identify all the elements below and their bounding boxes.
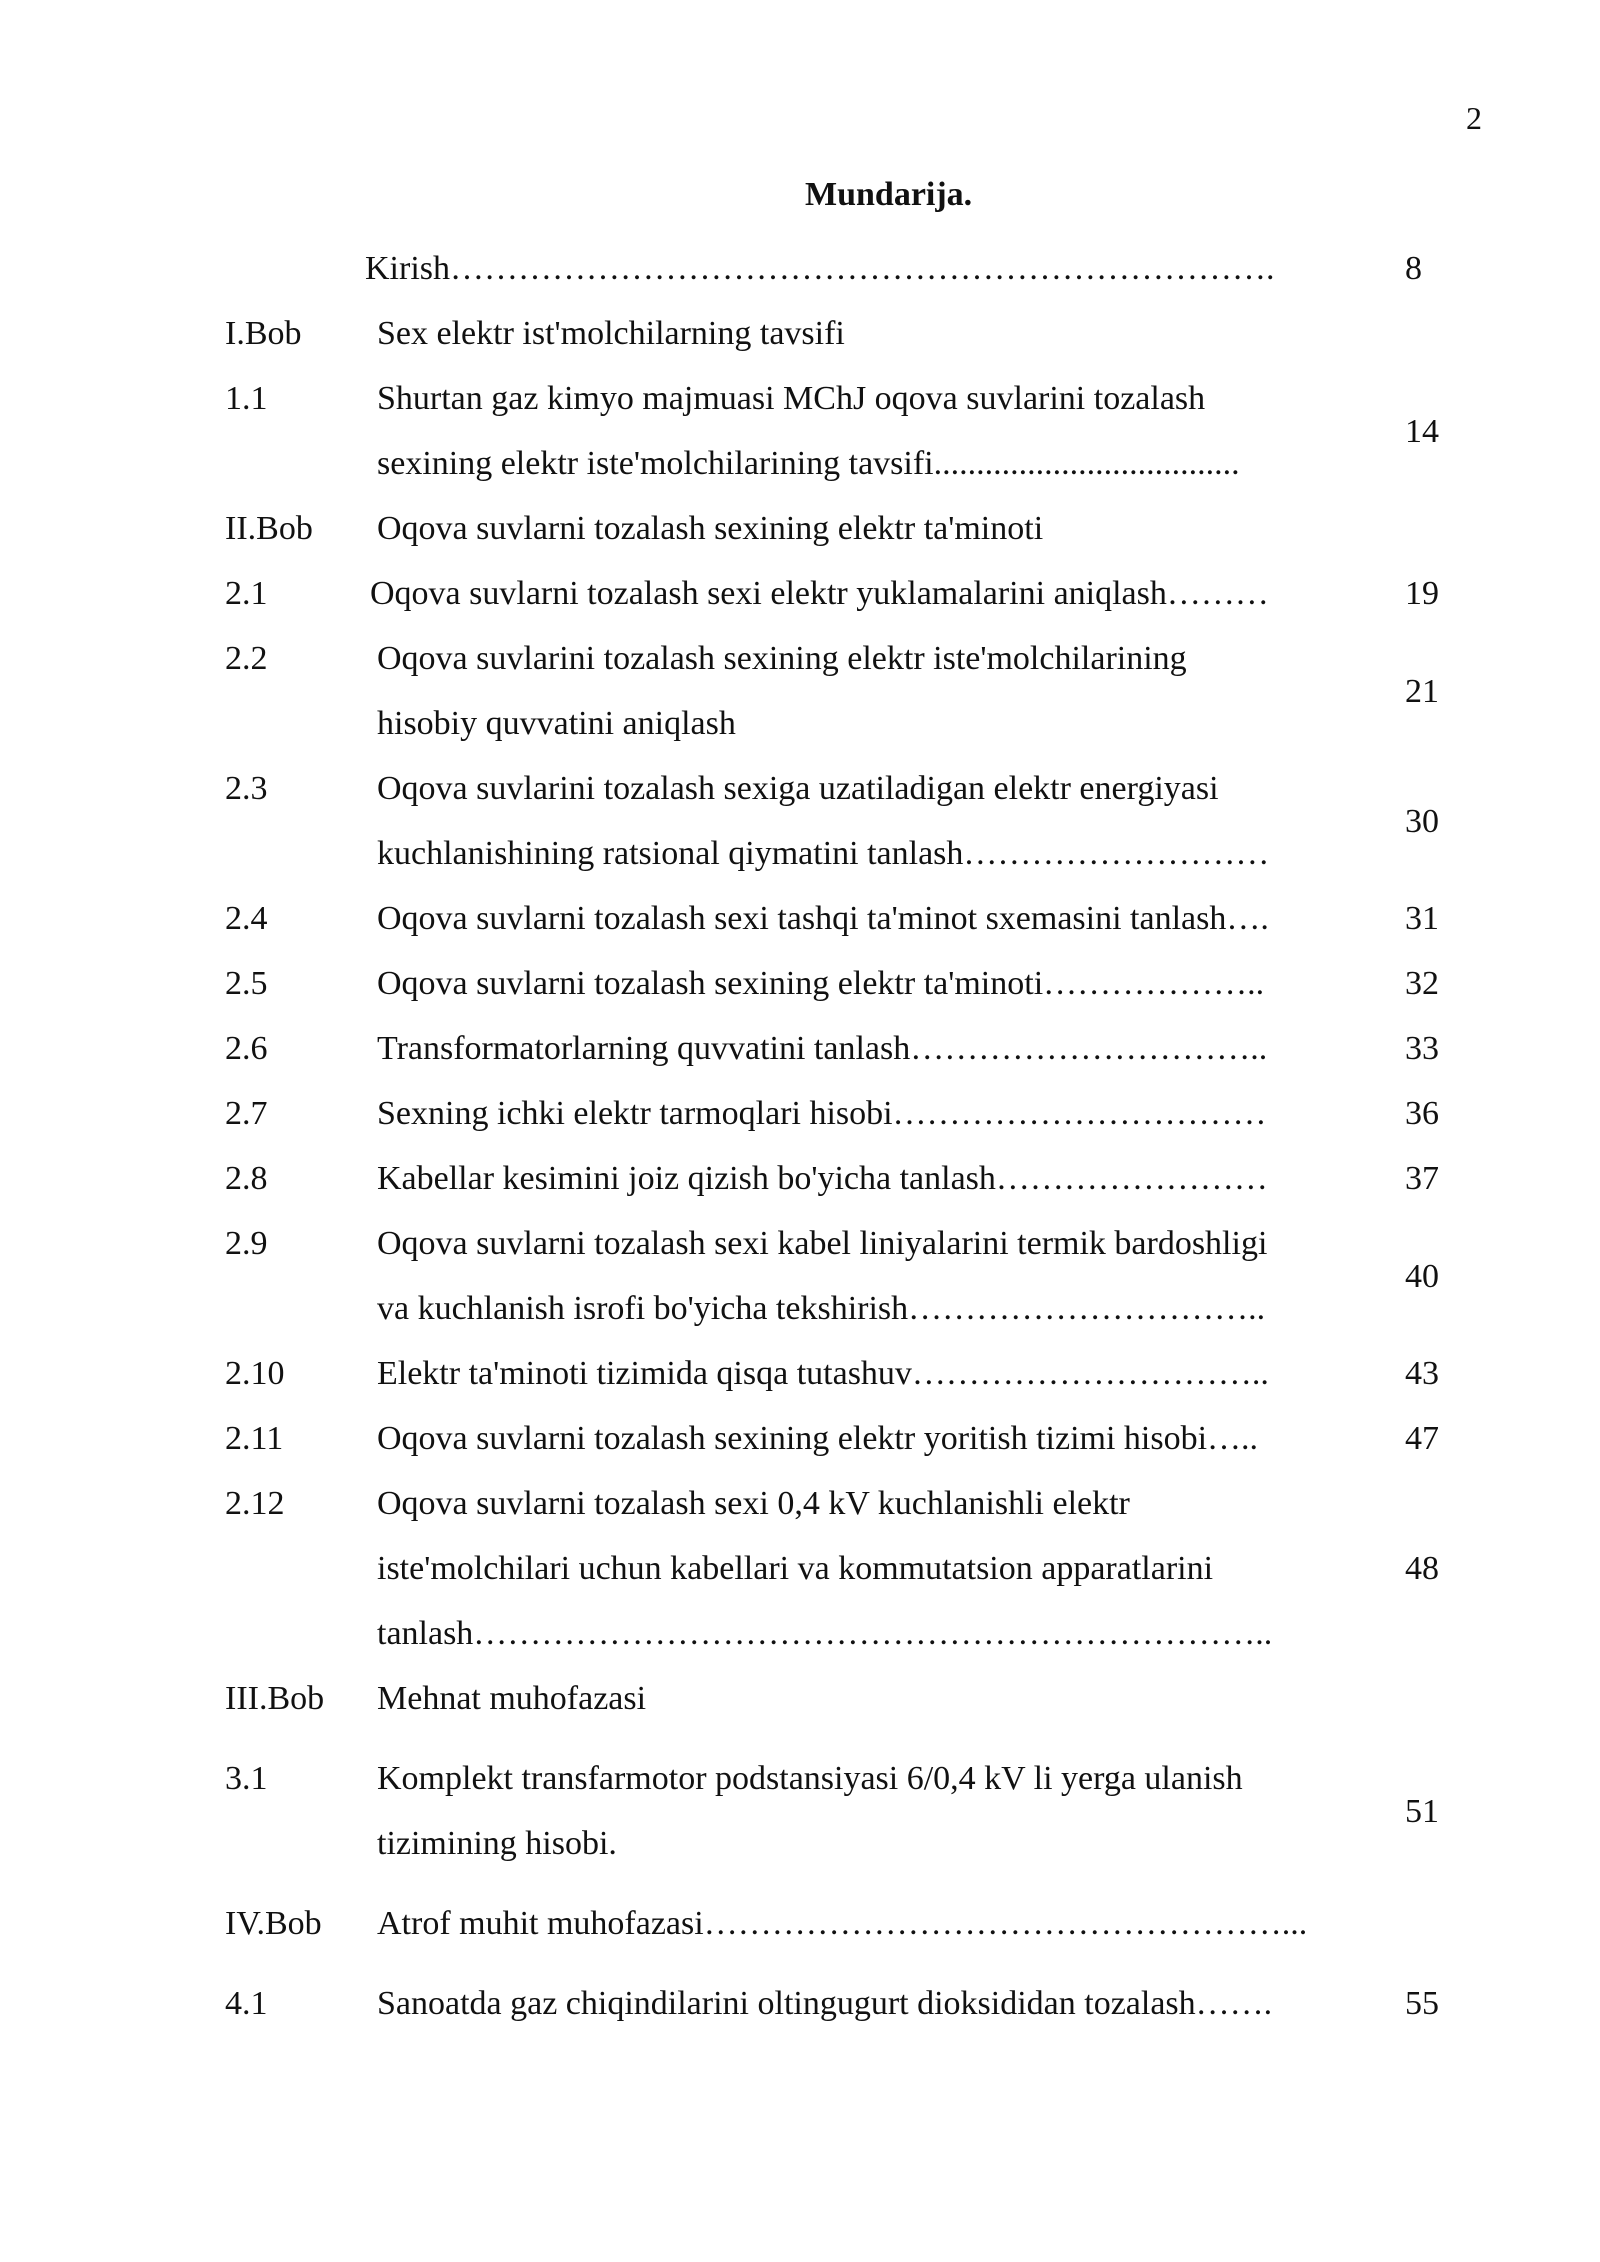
- toc-entry-number: 2.3: [225, 770, 268, 807]
- toc-entry-page: 14: [1405, 412, 1439, 450]
- toc-entry-page: 32: [1405, 965, 1439, 1002]
- toc-entry-title-line: Transformatorlarning quvvatini tanlash…………………………..: [377, 1030, 1268, 1067]
- toc-entry-title-line: Oqova suvlarni tozalash sexining elektr yoritish tizimi hisobi…..: [377, 1420, 1259, 1457]
- toc-entry-number: 2.8: [225, 1160, 268, 1197]
- toc-entry-title-line: Oqova suvlarni tozalash sexi kabel liniyalarini termik bardoshligi: [377, 1225, 1268, 1262]
- toc-entry-title-line: Oqova suvlarini tozalash sexiga uzatiladigan elektr energiyasi: [377, 770, 1219, 807]
- toc-entry-title: [377, 1406, 1382, 1471]
- toc-entry-title: [377, 1341, 1382, 1406]
- toc-entry-title-line: Kabellar kesimini joiz qizish bo'yicha tanlash……………………: [377, 1160, 1268, 1197]
- toc-entry-title-line: Sexning ichki elektr tarmoqlari hisobi……………………………: [377, 1095, 1267, 1132]
- toc-entry-title-line: Komplekt transfarmotor podstansiyasi 6/0,4 kV li yerga ulanish: [377, 1760, 1243, 1797]
- toc-entry-number: 2.11: [225, 1420, 284, 1457]
- toc-entry-number: III.Bob: [225, 1680, 325, 1717]
- page-title: Mundarija.: [805, 176, 973, 213]
- toc-entry-number: 2.2: [225, 640, 268, 677]
- toc-entry-page: 51: [1405, 1792, 1439, 1830]
- toc-entry-number: 2.7: [225, 1095, 268, 1132]
- toc-entry-page: 48: [1405, 1550, 1439, 1587]
- toc-entry-page: 37: [1405, 1160, 1439, 1197]
- toc-entry-title-line: Mehnat muhofazasi: [377, 1680, 647, 1717]
- toc-entry-title-line: Atrof muhit muhofazasi……………………………………………...: [377, 1905, 1308, 1942]
- toc-entry-number: IV.Bob: [225, 1905, 322, 1942]
- toc-entry-page: 36: [1405, 1095, 1439, 1132]
- toc-entry-title-line: tanlash……………………………………………………………..: [377, 1615, 1273, 1652]
- toc-entry-number: 2.12: [225, 1485, 285, 1522]
- toc-entry-title-line: tizimining hisobi.: [377, 1825, 617, 1862]
- toc-entry-title: [365, 236, 1370, 301]
- toc-entry-title-line: iste'molchilari uchun kabellari va kommutatsion apparatlarini: [377, 1550, 1214, 1587]
- toc-entry-number: 2.4: [225, 900, 268, 937]
- toc-entry-page: 47: [1405, 1420, 1439, 1457]
- toc-entry-number: I.Bob: [225, 315, 302, 352]
- toc-entry-page: 19: [1405, 575, 1439, 612]
- page-number: 2: [1466, 100, 1482, 136]
- toc-entry-title-line: Kirish……………………………………………………………….: [365, 250, 1275, 287]
- toc-entry-title-line: Elektr ta'minoti tizimida qisqa tutashuv…………………………..: [377, 1355, 1269, 1392]
- toc-entry-page: 31: [1405, 900, 1439, 937]
- toc-entry-title: [377, 886, 1382, 951]
- toc-entry-title: [377, 496, 1382, 561]
- toc-entry-page: 33: [1405, 1030, 1439, 1067]
- toc-entry-title: [377, 1081, 1382, 1146]
- toc-entry-title: [377, 1891, 1382, 1956]
- toc-entry-number: 2.1: [225, 575, 268, 612]
- toc-entry-title-line: hisobiy quvvatini aniqlash: [377, 705, 736, 742]
- toc-entry-title-line: Sanoatda gaz chiqindilarini oltingugurt dioksididan tozalash…….: [377, 1985, 1273, 2022]
- toc-entry-title-line: va kuchlanish isrofi bo'yicha tekshirish…………………………..: [377, 1290, 1266, 1327]
- toc-entry-title: [377, 756, 1382, 886]
- toc-entry-number: 3.1: [225, 1760, 268, 1797]
- toc-entry-page: 21: [1405, 672, 1439, 710]
- toc-entry-title: [377, 1016, 1382, 1081]
- toc-entry-page: 40: [1405, 1257, 1439, 1295]
- toc-entry-title-line: Oqova suvlarni tozalash sexi 0,4 kV kuchlanishli elektr: [377, 1485, 1130, 1522]
- toc-entry-title: [377, 366, 1382, 496]
- toc-entry-number: 2.6: [225, 1030, 268, 1067]
- toc-entry-title: [377, 951, 1382, 1016]
- toc-entry-title: [377, 1666, 1382, 1731]
- toc-entry-title-line: Shurtan gaz kimyo majmuasi MChJ oqova suvlarini tozalash: [377, 380, 1206, 417]
- toc-entry-title-line: Oqova suvlarini tozalash sexining elektr iste'molchilarining: [377, 640, 1187, 677]
- toc-entry-title-line: sexining elektr iste'molchilarining tavsifi....................................: [377, 445, 1240, 482]
- toc-entry-number: 2.9: [225, 1225, 268, 1262]
- toc-entry-title-line: kuchlanishining ratsional qiymatini tanlash………………………: [377, 835, 1270, 872]
- toc-entry-title: [377, 301, 1382, 366]
- toc-entry-title-line: Oqova suvlarni tozalash sexining elektr ta'minoti………………..: [377, 965, 1265, 1002]
- toc-entry-number: 1.1: [225, 380, 268, 417]
- toc-entry-title-line: Sex elektr ist'molchilarning tavsifi: [377, 315, 845, 352]
- toc-entry-page: 8: [1405, 250, 1422, 287]
- toc-entry-title-line: Oqova suvlarni tozalash sexining elektr ta'minoti: [377, 510, 1044, 547]
- toc-entry-number: II.Bob: [225, 510, 313, 547]
- toc-entry-number: 4.1: [225, 1985, 268, 2022]
- toc-entry-title: [377, 1971, 1382, 2036]
- toc-entry-title-line: Oqova suvlarni tozalash sexi elektr yuklamalarini aniqlash………: [370, 575, 1269, 612]
- toc-entry-number: 2.10: [225, 1355, 285, 1392]
- toc-entry-title: [377, 1471, 1382, 1666]
- toc-entry-title: [370, 561, 1375, 626]
- toc-entry-number: 2.5: [225, 965, 268, 1002]
- toc-entry-title: [377, 1746, 1382, 1876]
- toc-entry-title-line: Oqova suvlarni tozalash sexi tashqi ta'minot sxemasini tanlash….: [377, 900, 1269, 937]
- toc-entry-title: [377, 1211, 1382, 1341]
- toc-entry-page: 55: [1405, 1985, 1439, 2022]
- toc-entry-title: [377, 626, 1382, 756]
- toc-entry-title: [377, 1146, 1382, 1211]
- toc-entry-page: 30: [1405, 802, 1439, 840]
- toc-entry-page: 43: [1405, 1355, 1439, 1392]
